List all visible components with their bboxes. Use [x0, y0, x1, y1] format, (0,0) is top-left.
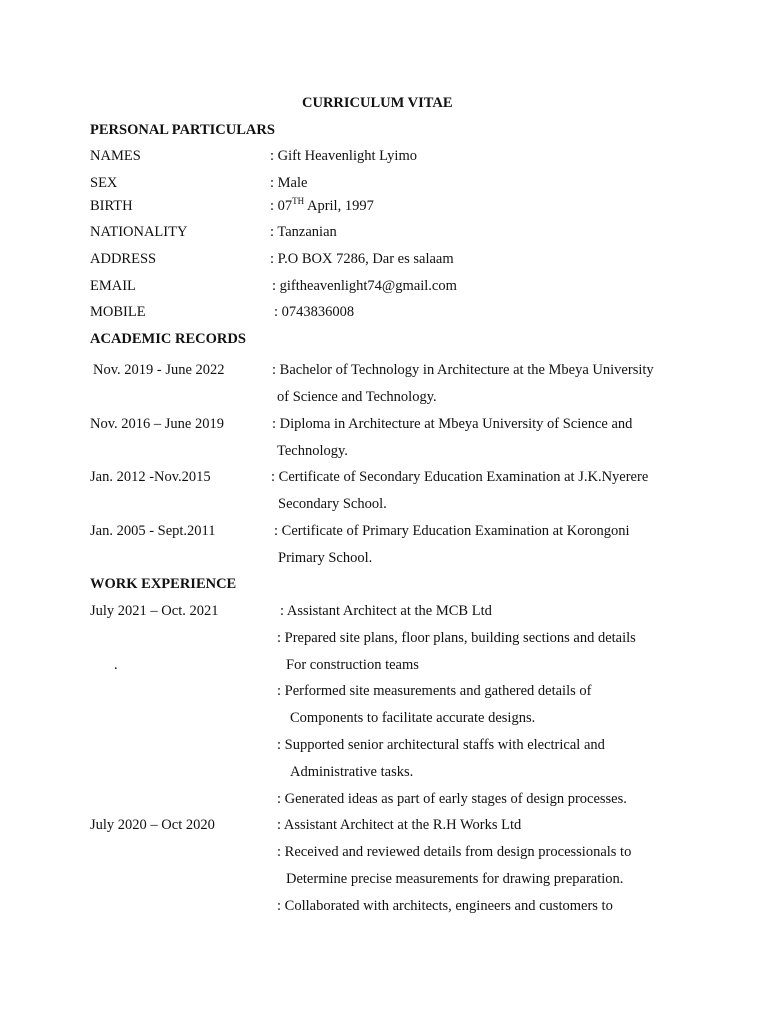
section-heading-personal: PERSONAL PARTICULARS [90, 122, 275, 138]
academic-detail: : Bachelor of Technology in Architecture at the Mbeya University [272, 362, 654, 378]
academic-period: Jan. 2005 - Sept.2011 [90, 523, 216, 539]
work-period: July 2020 – Oct 2020 [90, 817, 215, 833]
label-nationality: NATIONALITY [90, 224, 188, 240]
value-nationality: : Tanzanian [270, 224, 337, 240]
section-heading-work: WORK EXPERIENCE [90, 576, 237, 592]
birth-ordinal: TH [292, 196, 305, 206]
value-names: : Gift Heavenlight Lyimo [270, 148, 417, 164]
work-duty: : Received and reviewed details from design processionals to [277, 844, 632, 860]
academic-detail-cont: Secondary School. [278, 496, 387, 512]
section-heading-academic: ACADEMIC RECORDS [90, 331, 246, 347]
work-duty-cont: Components to facilitate accurate designs. [290, 710, 536, 726]
academic-period: Nov. 2019 - June 2022 [93, 362, 225, 378]
academic-detail-cont: of Science and Technology. [277, 389, 437, 405]
page-title: CURRICULUM VITAE [302, 95, 453, 111]
label-birth: BIRTH [90, 198, 133, 214]
value-sex: : Male [270, 175, 308, 191]
work-duty: : Generated ideas as part of early stages of design processes. [277, 791, 627, 807]
label-names: NAMES [90, 148, 141, 164]
academic-period: Nov. 2016 – June 2019 [90, 416, 224, 432]
label-mobile: MOBILE [90, 304, 146, 320]
academic-detail: : Certificate of Primary Education Examination at Korongoni [274, 523, 630, 539]
academic-detail: : Diploma in Architecture at Mbeya University of Science and [272, 416, 633, 432]
work-period: July 2021 – Oct. 2021 [90, 603, 219, 619]
work-duty: : Prepared site plans, floor plans, building sections and details [277, 630, 636, 646]
stray-dot: . [114, 657, 118, 673]
academic-detail: : Certificate of Secondary Education Examination at J.K.Nyerere [271, 469, 649, 485]
value-address: : P.O BOX 7286, Dar es salaam [270, 251, 454, 267]
academic-detail-cont: Primary School. [278, 550, 373, 566]
work-title: : Assistant Architect at the R.H Works Ltd [277, 817, 522, 833]
birth-month-year: April, 1997 [304, 198, 374, 214]
value-birth [270, 197, 374, 215]
label-email: EMAIL [90, 278, 136, 294]
work-duty: : Collaborated with architects, engineers and customers to [277, 898, 613, 914]
work-duty-cont: For construction teams [286, 657, 419, 673]
work-duty: : Supported senior architectural staffs with electrical and [277, 737, 605, 753]
label-address: ADDRESS [90, 251, 157, 267]
work-duty: : Performed site measurements and gathered details of [277, 683, 592, 699]
value-mobile: : 0743836008 [274, 304, 355, 320]
work-duty-cont: Administrative tasks. [290, 764, 414, 780]
work-duty-cont: Determine precise measurements for drawing preparation. [286, 871, 624, 887]
academic-period: Jan. 2012 -Nov.2015 [90, 469, 211, 485]
academic-detail-cont: Technology. [277, 443, 348, 459]
value-email: : giftheavenlight74@gmail.com [272, 278, 457, 294]
work-title: : Assistant Architect at the MCB Ltd [280, 603, 492, 619]
birth-day: : 07 [270, 198, 293, 214]
label-sex: SEX [90, 175, 118, 191]
